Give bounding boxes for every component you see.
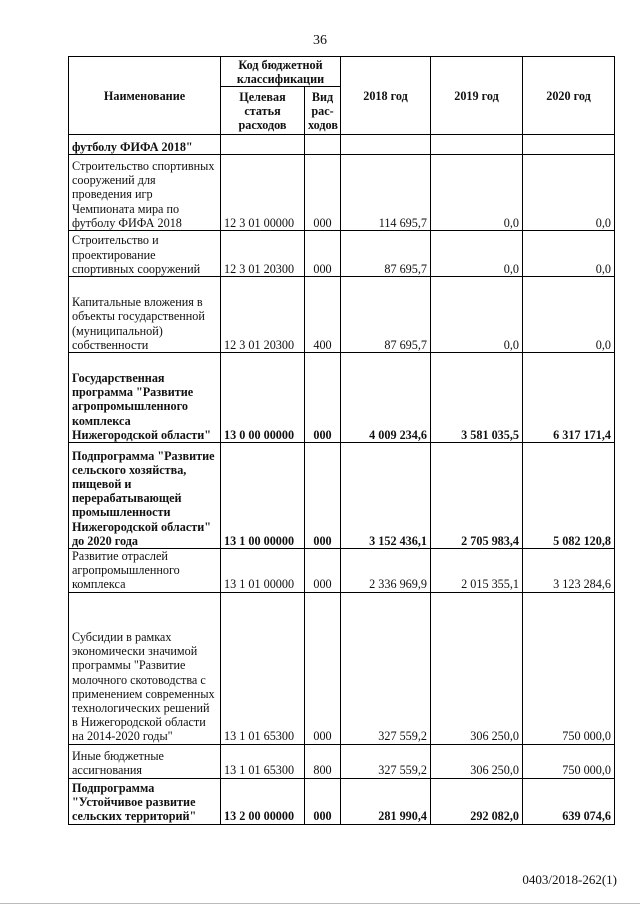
header-target: Целевая статья расходов	[221, 87, 305, 135]
row-2019-cell: 0,0	[431, 231, 523, 277]
row-2019-cell: 3 581 035,5	[431, 353, 523, 443]
row-kind-cell: 000	[305, 155, 341, 231]
row-name-cell: футболу ФИФА 2018"	[69, 135, 221, 155]
row-2020-cell: 0,0	[523, 155, 615, 231]
header-2018: 2018 год	[341, 57, 431, 135]
row-2018-cell: 87 695,7	[341, 277, 431, 353]
row-2018-cell: 327 559,2	[341, 744, 431, 778]
row-2019-cell: 2 705 983,4	[431, 443, 523, 549]
row-code-cell: 13 1 01 65300	[221, 592, 305, 744]
row-code-cell: 12 3 01 20300	[221, 231, 305, 277]
row-code-cell: 12 3 01 00000	[221, 155, 305, 231]
table-row	[69, 155, 615, 231]
table-row	[69, 443, 615, 549]
row-kind-cell: 000	[305, 353, 341, 443]
row-2019-cell: 0,0	[431, 155, 523, 231]
row-code-cell: 13 0 00 00000	[221, 353, 305, 443]
table-row	[69, 778, 615, 824]
table-row	[69, 592, 615, 744]
row-name-cell: Строительство спортивных сооружений для проведения игр Чемпионата мира по футболу ФИФА 2018	[69, 155, 221, 231]
row-kind-cell: 800	[305, 744, 341, 778]
row-name-cell: Развитие отраслей агропромышленного комплекса	[69, 549, 221, 593]
row-2019-cell: 2 015 355,1	[431, 549, 523, 593]
row-2020-cell: 639 074,6	[523, 778, 615, 824]
row-2018-cell: 114 695,7	[341, 155, 431, 231]
row-2020-cell: 750 000,0	[523, 744, 615, 778]
budget-table	[68, 56, 615, 825]
header-kind: Вид рас-ходов	[305, 87, 341, 135]
page-bottom-edge	[0, 903, 640, 904]
row-2018-cell: 87 695,7	[341, 231, 431, 277]
header-2019: 2019 год	[431, 57, 523, 135]
row-2018-cell: 2 336 969,9	[341, 549, 431, 593]
row-2020-cell: 6 317 171,4	[523, 353, 615, 443]
row-2019-cell: 292 082,0	[431, 778, 523, 824]
row-name-cell: Подпрограмма "Устойчивое развитие сельских территорий"	[69, 778, 221, 824]
document-code: 0403/2018-262(1)	[522, 872, 617, 887]
row-kind-cell: 000	[305, 778, 341, 824]
row-name-cell: Субсидии в рамках экономически значимой программы "Развитие молочного скотоводства с применением современных технологических решений в Нижегородской области на 2014-2020 годы"	[69, 592, 221, 744]
row-kind-cell: 000	[305, 231, 341, 277]
row-code-cell	[221, 135, 305, 155]
row-2018-cell: 327 559,2	[341, 592, 431, 744]
row-2019-cell: 306 250,0	[431, 744, 523, 778]
row-kind-cell: 000	[305, 592, 341, 744]
row-kind-cell	[305, 135, 341, 155]
table-body	[69, 135, 615, 825]
row-code-cell: 13 1 01 65300	[221, 744, 305, 778]
row-name-cell: Строительство и проектирование спортивных сооружений	[69, 231, 221, 277]
row-2018-cell: 4 009 234,6	[341, 353, 431, 443]
row-kind-cell: 400	[305, 277, 341, 353]
row-2018-cell	[341, 135, 431, 155]
header-kbk: Код бюджетной классификации	[221, 57, 341, 87]
row-code-cell: 13 1 01 00000	[221, 549, 305, 593]
table-row	[69, 135, 615, 155]
table-row	[69, 744, 615, 778]
row-kind-cell: 000	[305, 549, 341, 593]
row-name-cell: Иные бюджетные ассигнования	[69, 744, 221, 778]
row-name-cell: Государственная программа "Развитие агропромышленного комплекса Нижегородской области"	[69, 353, 221, 443]
row-2020-cell: 0,0	[523, 231, 615, 277]
row-2020-cell: 3 123 284,6	[523, 549, 615, 593]
table-row	[69, 549, 615, 593]
row-2020-cell: 750 000,0	[523, 592, 615, 744]
row-2018-cell: 3 152 436,1	[341, 443, 431, 549]
row-2019-cell: 306 250,0	[431, 592, 523, 744]
row-code-cell: 12 3 01 20300	[221, 277, 305, 353]
table-row	[69, 353, 615, 443]
table-row	[69, 231, 615, 277]
row-name-cell: Капитальные вложения в объекты государственной (муниципальной) собственности	[69, 277, 221, 353]
row-2019-cell	[431, 135, 523, 155]
page-number: 36	[313, 33, 327, 48]
header-name: Наименование	[69, 57, 221, 135]
row-name-cell: Подпрограмма "Развитие сельского хозяйства, пищевой и перерабатывающей промышленности Нижегородской области" до 2020 года	[69, 443, 221, 549]
row-kind-cell: 000	[305, 443, 341, 549]
row-2019-cell: 0,0	[431, 277, 523, 353]
row-code-cell: 13 1 00 00000	[221, 443, 305, 549]
table-row	[69, 277, 615, 353]
row-2020-cell: 5 082 120,8	[523, 443, 615, 549]
row-code-cell: 13 2 00 00000	[221, 778, 305, 824]
row-2020-cell	[523, 135, 615, 155]
row-2018-cell: 281 990,4	[341, 778, 431, 824]
header-2020: 2020 год	[523, 57, 615, 135]
row-2020-cell: 0,0	[523, 277, 615, 353]
